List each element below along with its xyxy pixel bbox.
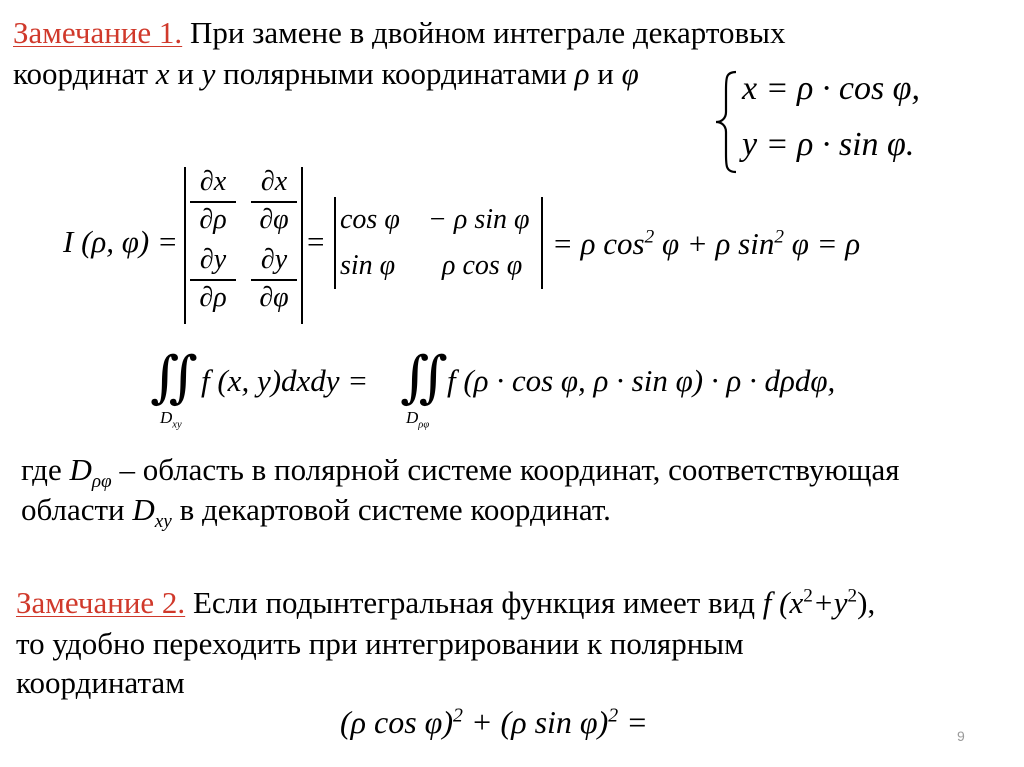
partial: ∂ xyxy=(259,282,274,313)
region-sub: ρφ xyxy=(418,419,430,431)
system-line2: y = ρ · sin φ. xyxy=(742,126,915,163)
remark2-label: Замечание 2. xyxy=(16,585,186,620)
det2-m12: − ρ sin φ xyxy=(428,204,530,235)
square-exp: 2 xyxy=(774,226,784,248)
region-letter: D xyxy=(406,408,419,427)
region-letter: D xyxy=(69,452,92,487)
partial: ∂ xyxy=(260,244,275,275)
region-dxy xyxy=(160,408,182,431)
rhs-part-b: φ + ρ sin xyxy=(654,226,775,261)
square-exp: 2 xyxy=(847,585,858,607)
partial: ∂ xyxy=(199,166,214,197)
remark2-line2: то удобно переходить при интегрировании к полярным xyxy=(16,626,744,661)
var: ρ xyxy=(213,204,227,235)
func-f: f xyxy=(762,585,772,620)
var-y: y xyxy=(201,56,216,91)
var-rho: ρ xyxy=(574,56,590,91)
jacobian-lhs: I (ρ, φ) = xyxy=(63,224,178,259)
expr-close: ), xyxy=(857,585,876,620)
square-exp: 2 xyxy=(803,585,813,607)
where-prefix: где xyxy=(21,452,70,487)
final-formula xyxy=(340,704,648,741)
where-text2: в декартовой системе координат. xyxy=(171,492,611,527)
partial: ∂ xyxy=(199,244,214,275)
region-letter: D xyxy=(160,408,173,427)
remark2-line1 xyxy=(16,584,875,622)
var: x xyxy=(213,166,227,197)
integral-lhs: f (x, y)dxdy = xyxy=(201,363,369,398)
var: φ xyxy=(273,204,289,235)
remark1-text2: координат xyxy=(13,56,156,91)
remark2-text1: Если подынтегральная функция имеет вид xyxy=(185,585,763,620)
var: x xyxy=(274,166,288,197)
remark1-label: Замечание 1. xyxy=(13,15,183,50)
var: ρ xyxy=(213,282,227,313)
var: y xyxy=(274,244,288,275)
partial: ∂ xyxy=(259,204,274,235)
region-drhophi xyxy=(406,408,430,431)
det2-m11: cos φ xyxy=(340,204,400,235)
square-exp: 2 xyxy=(608,704,619,727)
var-x: x xyxy=(155,56,170,91)
where-line1 xyxy=(21,451,900,493)
where-text1: – область в полярной системе координат, соответствующая xyxy=(111,452,900,487)
remark2-line3: координатам xyxy=(16,665,185,700)
where-line2 xyxy=(21,491,611,533)
final-term1: (ρ cos φ) xyxy=(340,704,454,740)
det2-m22: ρ cos φ xyxy=(442,250,523,281)
partial: ∂ xyxy=(199,282,214,313)
region-sub: ρφ xyxy=(91,471,112,493)
integral-sign-2: ∬ xyxy=(400,347,448,409)
var: φ xyxy=(273,282,289,313)
partial: ∂ xyxy=(260,166,275,197)
final-eq: = xyxy=(618,704,648,740)
square-exp: 2 xyxy=(644,226,655,248)
integral-sign-1: ∬ xyxy=(150,347,198,409)
remark1-text1: При замене в двойном интеграле декартовых xyxy=(182,15,786,50)
remark1-text3: полярными координатами xyxy=(215,56,575,91)
square-exp: 2 xyxy=(453,704,463,727)
remark1-and1: и xyxy=(169,56,202,91)
var: y xyxy=(213,244,227,275)
where-prefix2: области xyxy=(21,492,133,527)
expr-open: (x xyxy=(771,585,804,620)
system-line1: x = ρ · cos φ, xyxy=(742,70,920,107)
region-sub: xy xyxy=(172,419,182,431)
final-plus: + xyxy=(462,704,501,740)
jacobian-eq: = xyxy=(307,224,325,259)
var-phi: φ xyxy=(621,56,639,91)
expr-plus: +y xyxy=(812,585,848,620)
rhs-part-c: φ = ρ xyxy=(783,226,861,261)
det2-m21: sin φ xyxy=(340,250,396,281)
region-sub: xy xyxy=(154,511,172,533)
rhs-part-a: = ρ cos xyxy=(552,226,645,261)
partial: ∂ xyxy=(199,204,214,235)
page-number: 9 xyxy=(957,728,965,744)
final-term2: (ρ sin φ) xyxy=(500,704,609,740)
remark1-and2: и xyxy=(589,56,622,91)
integral-rhs: f (ρ · cos φ, ρ · sin φ) · ρ · dρdφ, xyxy=(447,363,836,398)
region-letter: D xyxy=(132,492,155,527)
